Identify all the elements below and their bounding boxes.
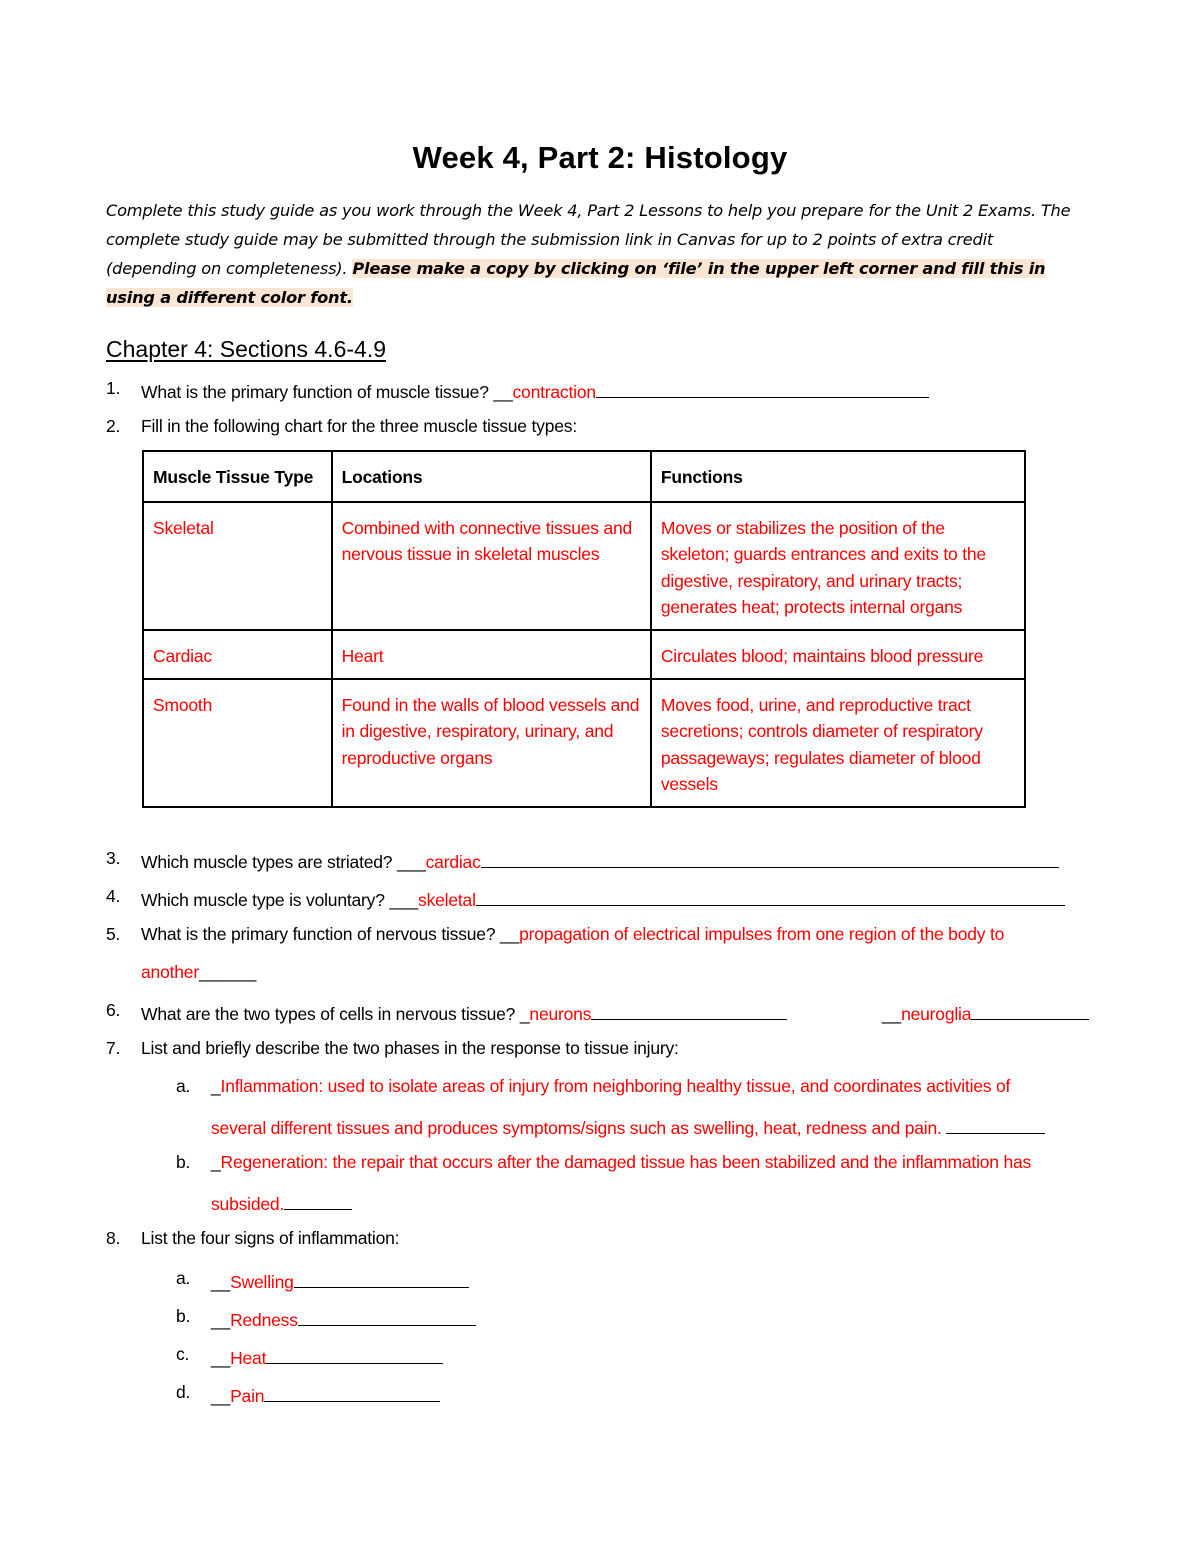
answer-text: cardiac (425, 852, 481, 872)
table-cell[interactable]: Cardiac (143, 630, 332, 679)
answer-prefix: __ (211, 1310, 231, 1330)
sub-letter: a. (176, 1076, 191, 1096)
answer-blank (294, 1268, 469, 1288)
answer-text: Regeneration: the repair that occurs after the damaged tissue has been stabilized and the inflammation has (220, 1152, 1032, 1172)
question-number: 2. (106, 416, 121, 436)
question-text: Which muscle type is voluntary? ___ (141, 890, 419, 910)
question-number: 6. (106, 1000, 121, 1020)
table-cell[interactable]: Moves or stabilizes the position of the skeleton; guards entrances and exits to the digestive, respiratory, and urinary tracts; generates heat; protects internal organs (651, 502, 1025, 630)
answer-blank (596, 378, 929, 398)
answer-text: Pain (230, 1386, 265, 1406)
page-title: Week 4, Part 2: Histology (412, 140, 788, 175)
answer-text: Redness (230, 1310, 298, 1330)
table-header: Locations (332, 451, 651, 502)
table-header-row (143, 451, 1025, 502)
table-cell[interactable]: Found in the walls of blood vessels and in digestive, respiratory, urinary, and reproductive organs (332, 679, 651, 807)
answer-blank (266, 1344, 443, 1364)
intro-text: Complete this study guide as you work through the Week 4, Part 2 Lessons to help you prepare for the Unit 2 Exams. The complete study guide may be submitted through the submission link in Canvas for up to 2 points of extra credit (depending on completeness). (106, 201, 1071, 278)
question-6-second-answer (882, 1000, 1089, 1025)
answer-text: Inflammation: used to isolate areas of injury from neighboring healthy tissue, and coordinates activities of (220, 1076, 1011, 1096)
table-row (143, 630, 1025, 679)
table-cell[interactable]: Moves food, urine, and reproductive tract secretions; controls diameter of respiratory passageways; regulates diameter of blood vessels (651, 679, 1025, 807)
table-row (143, 502, 1025, 630)
question-text-answer (141, 848, 1059, 873)
answer-prefix: __ (211, 1348, 231, 1368)
question-text: List the four signs of inflammation: (141, 1228, 400, 1248)
chapter-heading: Chapter 4: Sections 4.6-4.9 (106, 336, 386, 362)
answer-text: contraction (512, 382, 596, 402)
sub-answer (211, 1344, 443, 1369)
answer-blank (298, 1306, 476, 1326)
question-number: 3. (106, 848, 121, 868)
answer-text: propagation of electrical impulses from one region of the body to (519, 924, 1005, 944)
table-cell[interactable]: Circulates blood; maintains blood pressure (651, 630, 1025, 679)
question-text: List and briefly describe the two phases in the response to tissue injury: (141, 1038, 679, 1058)
answer-prefix: __ (211, 1272, 231, 1292)
question-number: 4. (106, 886, 121, 906)
table-cell[interactable]: Smooth (143, 679, 332, 807)
intro-highlight: Please make a copy by clicking on ‘file’ in the upper left corner and fill this in using a different color font. (106, 259, 1046, 307)
table-cell[interactable]: Combined with connective tissues and nervous tissue in skeletal muscles (332, 502, 651, 630)
answer-blank (591, 1000, 787, 1020)
table-row (143, 679, 1025, 807)
question-5-continued (141, 962, 256, 983)
question-text: What is the primary function of muscle tissue? __ (141, 382, 513, 402)
answer-text: Swelling (230, 1272, 294, 1292)
question-number: 8. (106, 1228, 121, 1248)
question-text-answer (141, 378, 929, 403)
question-text: Which muscle types are striated? ___ (141, 852, 426, 872)
answer-text: subsided. (211, 1194, 285, 1214)
question-number: 5. (106, 924, 121, 944)
table-cell[interactable]: Skeletal (143, 502, 332, 630)
answer-prefix: _ (211, 1152, 221, 1172)
answer-blank (284, 1190, 352, 1210)
intro-paragraph (106, 196, 1086, 312)
sub-letter: c. (176, 1344, 190, 1364)
sub-answer (211, 1152, 1031, 1173)
sub-letter: a. (176, 1268, 191, 1288)
sub-answer (211, 1382, 440, 1407)
question-text-answer (141, 1000, 787, 1025)
answer-trail: ______ (198, 962, 257, 982)
answer-prefix: __ (211, 1386, 231, 1406)
answer-text: another (141, 962, 199, 982)
answer-blank (946, 1114, 1045, 1134)
sub-answer (211, 1076, 1010, 1097)
table-cell[interactable]: Heart (332, 630, 651, 679)
answer-blank (264, 1382, 440, 1402)
question-text: What are the two types of cells in nervous tissue? _ (141, 1004, 530, 1024)
muscle-tissue-table (142, 450, 1026, 808)
sub-letter: b. (176, 1306, 191, 1326)
answer-prefix: __ (882, 1004, 902, 1024)
question-text: What is the primary function of nervous tissue? __ (141, 924, 520, 944)
answer-text: neuroglia (901, 1004, 972, 1024)
answer-text: several different tissues and produces symptoms/signs such as swelling, heat, redness and pain. (211, 1118, 947, 1138)
answer-text: Heat (230, 1348, 267, 1368)
answer-text: skeletal (418, 890, 476, 910)
answer-text: neurons (529, 1004, 592, 1024)
question-number: 7. (106, 1038, 121, 1058)
question-number: 1. (106, 378, 121, 398)
question-text: Fill in the following chart for the three muscle tissue types: (141, 416, 577, 436)
answer-prefix: _ (211, 1076, 221, 1096)
sub-answer (211, 1268, 469, 1293)
question-text-answer (141, 924, 1004, 945)
question-7a-continued (211, 1114, 1045, 1139)
table-header: Functions (651, 451, 1025, 502)
question-text-answer (141, 886, 1065, 911)
sub-letter: d. (176, 1382, 191, 1402)
answer-blank (481, 848, 1059, 868)
answer-blank (476, 886, 1065, 906)
sub-letter: b. (176, 1152, 191, 1172)
question-7b-continued (211, 1190, 352, 1215)
sub-answer (211, 1306, 476, 1331)
table-header: Muscle Tissue Type (143, 451, 332, 502)
answer-blank (971, 1000, 1089, 1020)
